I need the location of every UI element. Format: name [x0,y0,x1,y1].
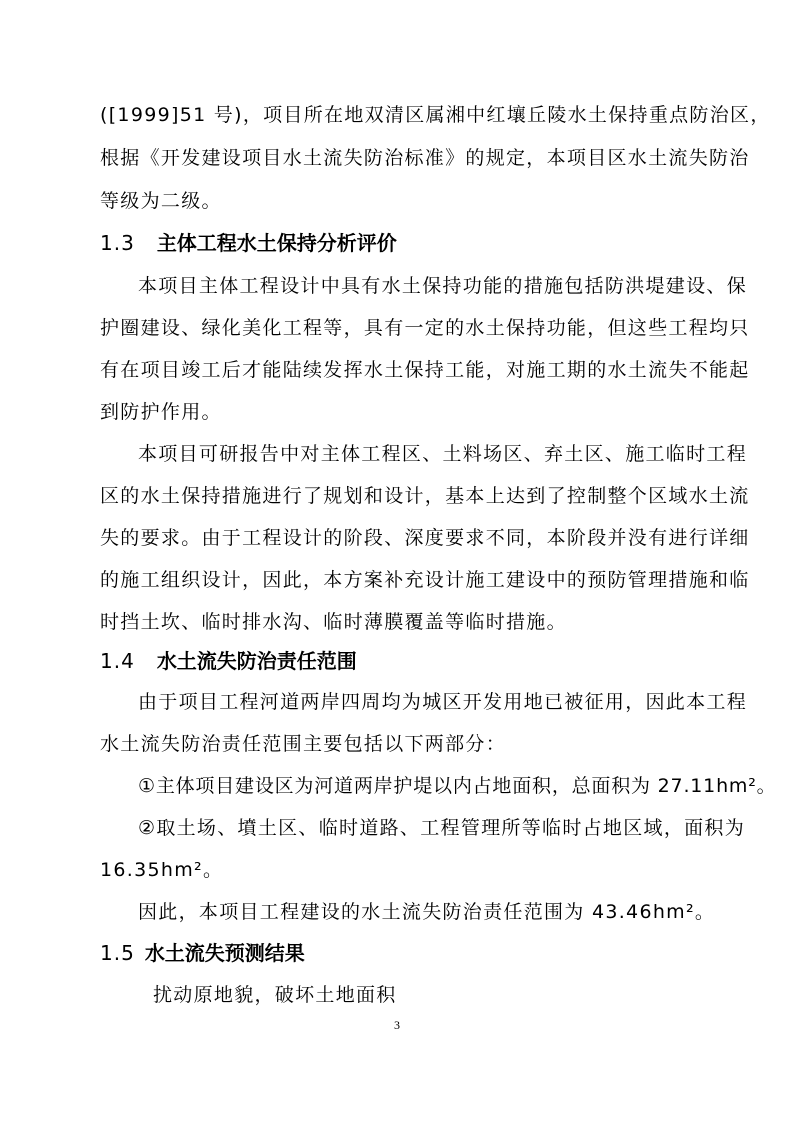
paragraph-line: 时挡土坎、临时排水沟、临时薄膜覆盖等临时措施。 [100,611,567,633]
list-item-1: ①主体项目建设区为河道两岸护堤以内占地面积，总面积为 27.11hm²。 [138,775,777,797]
paragraph-line: 扰动原地貌，破坏土地面积 [153,984,397,1006]
paragraph-line: 等级为二级。 [100,190,222,212]
paragraph-line: 本项目主体工程设计中具有水土保持功能的措施包括防洪堤建设、保 [138,275,748,297]
section-title: 水土流失预测结果 [144,941,305,965]
paragraph-line: 水土流失防治责任范围主要包括以下两部分： [100,733,507,755]
section-heading-1-5 [100,940,305,966]
paragraph-line: 护圈建设、绿化美化工程等，具有一定的水土保持功能，但这些工程均只 [100,317,750,339]
paragraph-line: 到防护作用。 [100,401,222,423]
paragraph-line: ([1999]51 号)，项目所在地双清区属湘中红壤丘陵水土保持重点防治区， [100,104,771,126]
paragraph-line: 有在项目竣工后才能陆续发挥水土保持工能，对施工期的水土流失不能起 [100,359,750,381]
page-number: 3 [394,1018,400,1032]
paragraph-line: 由于项目工程河道两岸四周均为城区开发用地已被征用，因此本工程 [138,691,748,713]
paragraph-line: 根据《开发建设项目水土流失防治标准》的规定，本项目区水土流失防治 [100,147,750,169]
paragraph-line: 16.35hm²。 [100,859,224,881]
paragraph-line: 失的要求。由于工程设计的阶段、深度要求不同，本阶段并没有进行详细 [100,527,750,549]
paragraph-line: 区的水土保持措施进行了规划和设计，基本上达到了控制整个区域水土流 [100,485,750,507]
paragraph-line: 的施工组织设计，因此，本方案补充设计施工建设中的预防管理措施和临 [100,569,750,591]
section-heading-1-3 [100,230,397,256]
section-number: 1.4 [100,649,135,673]
section-number: 1.3 [100,231,135,255]
paragraph-line: 因此，本项目工程建设的水土流失防治责任范围为 43.46hm²。 [138,901,716,923]
paragraph-line: 本项目可研报告中对主体工程区、土料场区、弃土区、施工临时工程 [138,443,748,465]
section-title: 主体工程水土保持分析评价 [156,231,397,255]
section-heading-1-4 [100,648,357,674]
section-title: 水土流失防治责任范围 [156,649,357,673]
section-number: 1.5 [100,941,135,965]
list-item-2: ②取土场、墳土区、临时道路、工程管理所等临时占地区域，面积为 [138,817,746,839]
